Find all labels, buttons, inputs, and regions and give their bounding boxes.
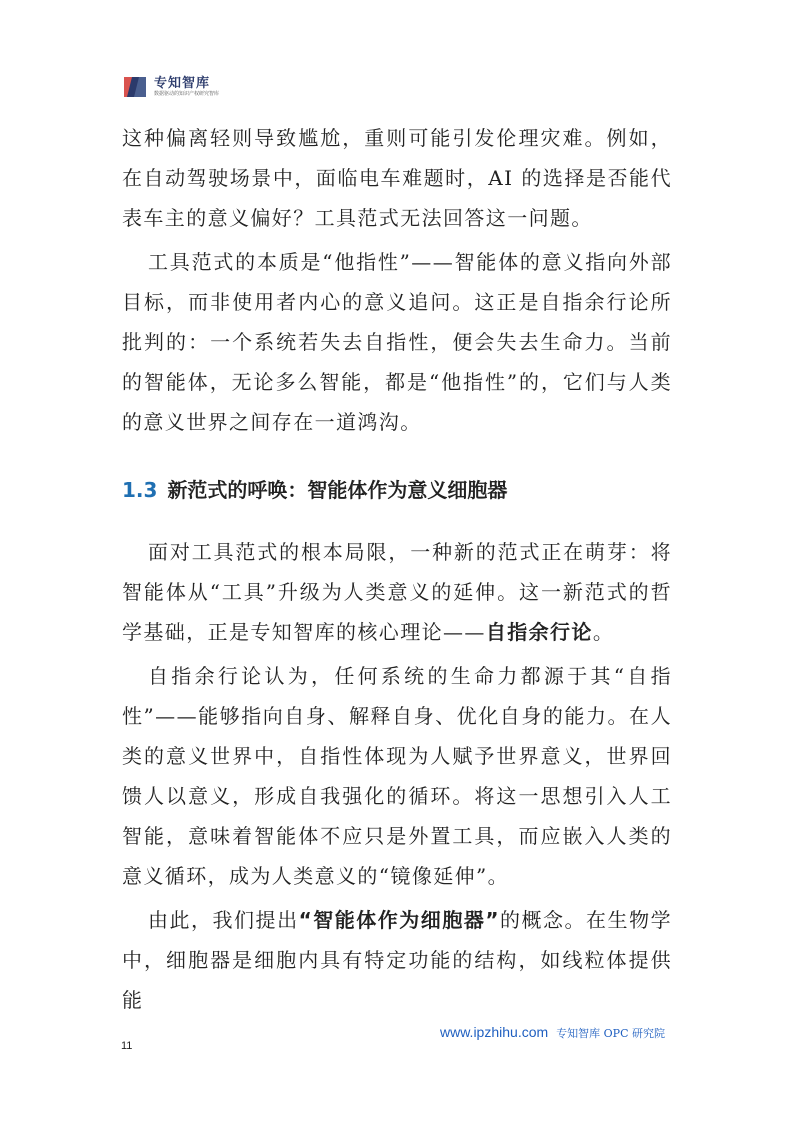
footer xyxy=(440,1024,665,1041)
paragraph-5-start: 由此，我们提出 xyxy=(148,908,299,932)
paragraph-3-end: 。 xyxy=(592,620,615,644)
logo-tagline: 数据驱动的知识产权研究智库 xyxy=(154,91,220,97)
logo-name: 专知智库 xyxy=(154,76,211,91)
footer-url-link[interactable]: www.ipzhihu.com xyxy=(440,1024,549,1040)
paragraph-3-text: 面对工具范式的根本局限，一种新的范式正在萌芽：将智能体从“工具”升级为人类意义的延伸。这一新范式的哲学基础，正是专知智库的核心理论—— xyxy=(122,540,672,644)
paragraph-4: 自指余行论认为，任何系统的生命力都源于其“自指性”——能够指向自身、解释自身、优化自身的能力。在人类的意义世界中，自指性体现为人赋予世界意义，世界回馈人以意义，形成自我强化的循环。将这一思想引入人工智能，意味着智能体不应只是外置工具，而应嵌入人类的意义循环，成为人类意义的“镜像延伸”。 xyxy=(122,664,672,888)
paragraph-1: 这种偏离轻则导致尴尬，重则可能引发伦理灾难。例如，在自动驾驶场景中，面临电车难题时，AI 的选择是否能代表车主的意义偏好？工具范式无法回答这一问题。 xyxy=(122,126,672,230)
paragraph-5-text: 的概念。在生物学中，细胞器是细胞内具有特定功能的结构，如线粒体提供能 xyxy=(122,908,672,1012)
page-number: 11 xyxy=(121,1040,133,1052)
footer-org: 专知智库 OPC 研究院 xyxy=(556,1027,665,1040)
document-body xyxy=(122,118,672,1020)
section-title: 新范式的呼唤：智能体作为意义细胞器 xyxy=(167,478,508,502)
paragraph-3 xyxy=(122,532,672,652)
zz-logo-icon xyxy=(122,74,148,100)
paragraph-5-bold: “智能体作为细胞器” xyxy=(298,908,500,932)
section-heading xyxy=(122,470,672,510)
section-number: 1.3 xyxy=(122,478,158,502)
paragraph-5 xyxy=(122,900,672,1020)
paragraph-3-bold: 自指余行论 xyxy=(485,620,593,644)
header-logo xyxy=(122,72,219,102)
paragraph-2: 工具范式的本质是“他指性”——智能体的意义指向外部目标，而非使用者内心的意义追问。这正是自指余行论所批判的：一个系统若失去自指性，便会失去生命力。当前的智能体，无论多么智能，都是“他指性”的，它们与人类的意义世界之间存在一道鸿沟。 xyxy=(122,250,672,434)
